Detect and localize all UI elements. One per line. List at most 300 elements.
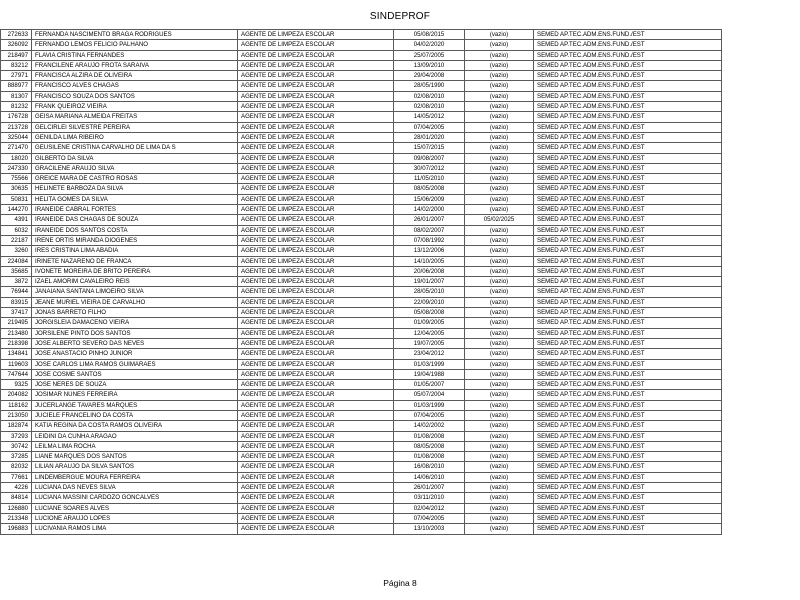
job-title-cell: AGENTE DE LIMPEZA ESCOLAR — [238, 359, 394, 369]
table-row — [1, 122, 722, 132]
department-cell: SEMED AP.TEC.ADM.ENS.FUND./EST — [534, 421, 722, 431]
department-cell: SEMED AP.TEC.ADM.ENS.FUND./EST — [534, 266, 722, 276]
job-title-cell: AGENTE DE LIMPEZA ESCOLAR — [238, 235, 394, 245]
table-row — [1, 91, 722, 101]
job-title-cell: AGENTE DE LIMPEZA ESCOLAR — [238, 215, 394, 225]
admission-date-cell: 22/09/2010 — [394, 297, 465, 307]
department-cell: SEMED AP.TEC.ADM.ENS.FUND./EST — [534, 215, 722, 225]
job-title-cell: AGENTE DE LIMPEZA ESCOLAR — [238, 266, 394, 276]
end-date-cell: (vazio) — [465, 50, 534, 60]
job-title-cell: AGENTE DE LIMPEZA ESCOLAR — [238, 328, 394, 338]
admission-date-cell: 05/07/2004 — [394, 390, 465, 400]
end-date-cell: (vazio) — [465, 297, 534, 307]
admission-date-cell: 15/06/2009 — [394, 194, 465, 204]
admission-date-cell: 08/02/2007 — [394, 225, 465, 235]
end-date-cell: (vazio) — [465, 81, 534, 91]
job-title-cell: AGENTE DE LIMPEZA ESCOLAR — [238, 493, 394, 503]
job-title-cell: AGENTE DE LIMPEZA ESCOLAR — [238, 71, 394, 81]
admission-date-cell: 01/08/2008 — [394, 452, 465, 462]
registration-cell: 219495 — [1, 318, 32, 328]
registration-cell: 3872 — [1, 277, 32, 287]
table-row — [1, 338, 722, 348]
name-cell: FRANK QUEIROZ VIEIRA — [32, 102, 238, 112]
admission-date-cell: 28/05/1990 — [394, 81, 465, 91]
admission-date-cell: 05/08/2008 — [394, 308, 465, 318]
name-cell: KATIA REGINA DA COSTA RAMOS OLIVEIRA — [32, 421, 238, 431]
registration-cell: 76944 — [1, 287, 32, 297]
end-date-cell: (vazio) — [465, 112, 534, 122]
department-cell: SEMED AP.TEC.ADM.ENS.FUND./EST — [534, 441, 722, 451]
table-row — [1, 256, 722, 266]
end-date-cell: (vazio) — [465, 205, 534, 215]
job-title-cell: AGENTE DE LIMPEZA ESCOLAR — [238, 308, 394, 318]
job-title-cell: AGENTE DE LIMPEZA ESCOLAR — [238, 225, 394, 235]
job-title-cell: AGENTE DE LIMPEZA ESCOLAR — [238, 369, 394, 379]
table-row — [1, 287, 722, 297]
admission-date-cell: 07/04/2005 — [394, 513, 465, 523]
job-title-cell: AGENTE DE LIMPEZA ESCOLAR — [238, 81, 394, 91]
table-row — [1, 431, 722, 441]
job-title-cell: AGENTE DE LIMPEZA ESCOLAR — [238, 246, 394, 256]
department-cell: SEMED AP.TEC.ADM.ENS.FUND./EST — [534, 390, 722, 400]
department-cell: SEMED AP.TEC.ADM.ENS.FUND./EST — [534, 308, 722, 318]
registration-cell: 213348 — [1, 513, 32, 523]
registration-cell: 27971 — [1, 71, 32, 81]
registration-cell: 271470 — [1, 143, 32, 153]
department-cell: SEMED AP.TEC.ADM.ENS.FUND./EST — [534, 102, 722, 112]
table-row — [1, 524, 722, 534]
name-cell: JOSE ALBERTO SEVERO DAS NEVES — [32, 338, 238, 348]
admission-date-cell: 14/10/2005 — [394, 256, 465, 266]
name-cell: JOSIMAR NUNES FERREIRA — [32, 390, 238, 400]
job-title-cell: AGENTE DE LIMPEZA ESCOLAR — [238, 503, 394, 513]
end-date-cell: (vazio) — [465, 328, 534, 338]
job-title-cell: AGENTE DE LIMPEZA ESCOLAR — [238, 380, 394, 390]
end-date-cell: (vazio) — [465, 421, 534, 431]
job-title-cell: AGENTE DE LIMPEZA ESCOLAR — [238, 338, 394, 348]
admission-date-cell: 08/05/2008 — [394, 441, 465, 451]
name-cell: JANAIANA SANTANA LIMOEIRO SILVA — [32, 287, 238, 297]
department-cell: SEMED AP.TEC.ADM.ENS.FUND./EST — [534, 287, 722, 297]
registration-cell: 50831 — [1, 194, 32, 204]
registration-cell: 81232 — [1, 102, 32, 112]
department-cell: SEMED AP.TEC.ADM.ENS.FUND./EST — [534, 60, 722, 70]
registration-cell: 30635 — [1, 184, 32, 194]
name-cell: LILIAN ARAUJO DA SILVA SANTOS — [32, 462, 238, 472]
admission-date-cell: 26/01/2007 — [394, 483, 465, 493]
end-date-cell: (vazio) — [465, 483, 534, 493]
table-row — [1, 513, 722, 523]
page-title: SINDEPROF — [369, 11, 431, 22]
end-date-cell: (vazio) — [465, 153, 534, 163]
department-cell: SEMED AP.TEC.ADM.ENS.FUND./EST — [534, 225, 722, 235]
name-cell: JORSILENE PINTO DOS SANTOS — [32, 328, 238, 338]
end-date-cell: (vazio) — [465, 390, 534, 400]
job-title-cell: AGENTE DE LIMPEZA ESCOLAR — [238, 452, 394, 462]
name-cell: FRANCISCO SOUZA DOS SANTOS — [32, 91, 238, 101]
table-row — [1, 441, 722, 451]
end-date-cell: (vazio) — [465, 122, 534, 132]
registration-cell: 6032 — [1, 225, 32, 235]
name-cell: LUCIONE ARAUJO LOPES — [32, 513, 238, 523]
registration-cell: 134841 — [1, 349, 32, 359]
table-row — [1, 246, 722, 256]
department-cell: SEMED AP.TEC.ADM.ENS.FUND./EST — [534, 503, 722, 513]
admission-date-cell: 01/09/2005 — [394, 318, 465, 328]
end-date-cell: (vazio) — [465, 380, 534, 390]
job-title-cell: AGENTE DE LIMPEZA ESCOLAR — [238, 256, 394, 266]
end-date-cell: (vazio) — [465, 493, 534, 503]
admission-date-cell: 19/07/2005 — [394, 338, 465, 348]
admission-date-cell: 07/04/2005 — [394, 410, 465, 420]
registration-cell: 83212 — [1, 60, 32, 70]
table-row — [1, 112, 722, 122]
name-cell: JEANE MURIEL VIEIRA DE CARVALHO — [32, 297, 238, 307]
registration-cell: 213050 — [1, 410, 32, 420]
admission-date-cell: 03/11/2010 — [394, 493, 465, 503]
department-cell: SEMED AP.TEC.ADM.ENS.FUND./EST — [534, 431, 722, 441]
department-cell: SEMED AP.TEC.ADM.ENS.FUND./EST — [534, 452, 722, 462]
table-row — [1, 359, 722, 369]
job-title-cell: AGENTE DE LIMPEZA ESCOLAR — [238, 102, 394, 112]
department-cell: SEMED AP.TEC.ADM.ENS.FUND./EST — [534, 122, 722, 132]
registration-cell: 119603 — [1, 359, 32, 369]
job-title-cell: AGENTE DE LIMPEZA ESCOLAR — [238, 410, 394, 420]
table-row — [1, 50, 722, 60]
admission-date-cell: 13/09/2010 — [394, 60, 465, 70]
table-row — [1, 369, 722, 379]
job-title-cell: AGENTE DE LIMPEZA ESCOLAR — [238, 441, 394, 451]
table-row — [1, 30, 722, 40]
end-date-cell: (vazio) — [465, 102, 534, 112]
name-cell: GENILDA LIMA RIBEIRO — [32, 132, 238, 142]
registration-cell: 4391 — [1, 215, 32, 225]
end-date-cell: (vazio) — [465, 277, 534, 287]
table-row — [1, 194, 722, 204]
admission-date-cell: 04/02/2020 — [394, 40, 465, 50]
name-cell: IRENE ORTIS MIRANDA DIOGENES — [32, 235, 238, 245]
table-row — [1, 60, 722, 70]
department-cell: SEMED AP.TEC.ADM.ENS.FUND./EST — [534, 410, 722, 420]
admission-date-cell: 30/07/2012 — [394, 163, 465, 173]
admission-date-cell: 19/04/1988 — [394, 369, 465, 379]
name-cell: JOSE NERES DE SOUZA — [32, 380, 238, 390]
end-date-cell: (vazio) — [465, 441, 534, 451]
name-cell: LEIDINI DA CUNHA ARAGAO — [32, 431, 238, 441]
name-cell: JONAS BARRETO FILHO — [32, 308, 238, 318]
registration-cell: 247330 — [1, 163, 32, 173]
name-cell: JOSE COSME SANTOS — [32, 369, 238, 379]
registration-cell: 37285 — [1, 452, 32, 462]
table-row — [1, 184, 722, 194]
registration-cell: 213728 — [1, 122, 32, 132]
table-row — [1, 71, 722, 81]
job-title-cell: AGENTE DE LIMPEZA ESCOLAR — [238, 91, 394, 101]
registration-cell: 176728 — [1, 112, 32, 122]
end-date-cell: (vazio) — [465, 30, 534, 40]
end-date-cell: (vazio) — [465, 452, 534, 462]
job-title-cell: AGENTE DE LIMPEZA ESCOLAR — [238, 132, 394, 142]
end-date-cell: (vazio) — [465, 225, 534, 235]
admission-date-cell: 01/03/1999 — [394, 400, 465, 410]
registration-cell: 22187 — [1, 235, 32, 245]
name-cell: FERNANDA NASCIMENTO BRAGA RODRIGUES — [32, 30, 238, 40]
registration-cell: 272633 — [1, 30, 32, 40]
admission-date-cell: 05/08/2015 — [394, 30, 465, 40]
name-cell: IRANEIDE CABRAL FORTES — [32, 205, 238, 215]
name-cell: GELCIRLEI SILVESTRE PEREIRA — [32, 122, 238, 132]
registration-cell: 218497 — [1, 50, 32, 60]
department-cell: SEMED AP.TEC.ADM.ENS.FUND./EST — [534, 256, 722, 266]
job-title-cell: AGENTE DE LIMPEZA ESCOLAR — [238, 122, 394, 132]
job-title-cell: AGENTE DE LIMPEZA ESCOLAR — [238, 483, 394, 493]
name-cell: IRANEIDE DOS SANTOS COSTA — [32, 225, 238, 235]
job-title-cell: AGENTE DE LIMPEZA ESCOLAR — [238, 472, 394, 482]
job-title-cell: AGENTE DE LIMPEZA ESCOLAR — [238, 318, 394, 328]
registration-cell: 118162 — [1, 400, 32, 410]
department-cell: SEMED AP.TEC.ADM.ENS.FUND./EST — [534, 205, 722, 215]
admission-date-cell: 09/08/2007 — [394, 153, 465, 163]
name-cell: JORGISLEIA DAMACENO VIEIRA — [32, 318, 238, 328]
registration-cell: 18020 — [1, 153, 32, 163]
name-cell: JUCIELE FRANCELINO DA COSTA — [32, 410, 238, 420]
job-title-cell: AGENTE DE LIMPEZA ESCOLAR — [238, 287, 394, 297]
table-row — [1, 400, 722, 410]
employee-table-body — [1, 30, 722, 535]
admission-date-cell: 29/04/2008 — [394, 71, 465, 81]
admission-date-cell: 02/08/2010 — [394, 91, 465, 101]
table-row — [1, 318, 722, 328]
job-title-cell: AGENTE DE LIMPEZA ESCOLAR — [238, 112, 394, 122]
admission-date-cell: 07/08/1992 — [394, 235, 465, 245]
job-title-cell: AGENTE DE LIMPEZA ESCOLAR — [238, 400, 394, 410]
end-date-cell: (vazio) — [465, 60, 534, 70]
admission-date-cell: 01/08/2008 — [394, 431, 465, 441]
registration-cell: 747644 — [1, 369, 32, 379]
admission-date-cell: 11/05/2010 — [394, 174, 465, 184]
end-date-cell: (vazio) — [465, 349, 534, 359]
job-title-cell: AGENTE DE LIMPEZA ESCOLAR — [238, 153, 394, 163]
admission-date-cell: 28/05/2010 — [394, 287, 465, 297]
end-date-cell: (vazio) — [465, 524, 534, 534]
end-date-cell: (vazio) — [465, 143, 534, 153]
job-title-cell: AGENTE DE LIMPEZA ESCOLAR — [238, 277, 394, 287]
table-row — [1, 163, 722, 173]
end-date-cell: (vazio) — [465, 235, 534, 245]
department-cell: SEMED AP.TEC.ADM.ENS.FUND./EST — [534, 143, 722, 153]
department-cell: SEMED AP.TEC.ADM.ENS.FUND./EST — [534, 349, 722, 359]
name-cell: LUCIANA DAS NEVES SILVA — [32, 483, 238, 493]
end-date-cell: 05/02/2025 — [465, 215, 534, 225]
name-cell: FRANCILENE ARAUJO FROTA SARAIVA — [32, 60, 238, 70]
end-date-cell: (vazio) — [465, 287, 534, 297]
job-title-cell: AGENTE DE LIMPEZA ESCOLAR — [238, 60, 394, 70]
admission-date-cell: 13/12/2006 — [394, 246, 465, 256]
registration-cell: 30742 — [1, 441, 32, 451]
table-row — [1, 132, 722, 142]
table-row — [1, 102, 722, 112]
registration-cell: 37293 — [1, 431, 32, 441]
name-cell: IRES CRISTINA LIMA ABADIA — [32, 246, 238, 256]
job-title-cell: AGENTE DE LIMPEZA ESCOLAR — [238, 524, 394, 534]
end-date-cell: (vazio) — [465, 513, 534, 523]
department-cell: SEMED AP.TEC.ADM.ENS.FUND./EST — [534, 153, 722, 163]
registration-cell: 224084 — [1, 256, 32, 266]
end-date-cell: (vazio) — [465, 163, 534, 173]
end-date-cell: (vazio) — [465, 91, 534, 101]
registration-cell: 126880 — [1, 503, 32, 513]
table-row — [1, 483, 722, 493]
registration-cell: 325044 — [1, 132, 32, 142]
name-cell: JOSE ANASTACIO PINHO JUNIOR — [32, 349, 238, 359]
name-cell: LIANE MARQUES DOS SANTOS — [32, 452, 238, 462]
department-cell: SEMED AP.TEC.ADM.ENS.FUND./EST — [534, 277, 722, 287]
registration-cell: 326092 — [1, 40, 32, 50]
end-date-cell: (vazio) — [465, 194, 534, 204]
table-row — [1, 225, 722, 235]
admission-date-cell: 14/05/2012 — [394, 112, 465, 122]
admission-date-cell: 14/02/2002 — [394, 421, 465, 431]
end-date-cell: (vazio) — [465, 462, 534, 472]
department-cell: SEMED AP.TEC.ADM.ENS.FUND./EST — [534, 40, 722, 50]
admission-date-cell: 15/07/2015 — [394, 143, 465, 153]
registration-cell: 4226 — [1, 483, 32, 493]
table-row — [1, 266, 722, 276]
name-cell: LINDEMBERGUE MOURA FERREIRA — [32, 472, 238, 482]
registration-cell: 83915 — [1, 297, 32, 307]
registration-cell: 144270 — [1, 205, 32, 215]
department-cell: SEMED AP.TEC.ADM.ENS.FUND./EST — [534, 235, 722, 245]
name-cell: FRANCISCO ALVES CHAGAS — [32, 81, 238, 91]
admission-date-cell: 02/04/2012 — [394, 503, 465, 513]
department-cell: SEMED AP.TEC.ADM.ENS.FUND./EST — [534, 462, 722, 472]
table-row — [1, 205, 722, 215]
name-cell: GREICE MARA DE CASTRO ROSAS — [32, 174, 238, 184]
name-cell: GEUSILENE CRISTINA CARVALHO DE LIMA DA S — [32, 143, 238, 153]
department-cell: SEMED AP.TEC.ADM.ENS.FUND./EST — [534, 81, 722, 91]
employee-table — [0, 29, 722, 535]
page-number: Página 8 — [383, 578, 417, 588]
registration-cell: 84814 — [1, 493, 32, 503]
name-cell: LUCIANA MASSINI CARDOZO GONCALVES — [32, 493, 238, 503]
registration-cell: 182874 — [1, 421, 32, 431]
department-cell: SEMED AP.TEC.ADM.ENS.FUND./EST — [534, 132, 722, 142]
registration-cell: 82032 — [1, 462, 32, 472]
admission-date-cell: 25/07/2005 — [394, 50, 465, 60]
admission-date-cell: 01/05/2007 — [394, 380, 465, 390]
table-row — [1, 277, 722, 287]
name-cell: GRACILENE ARAUJO SILVA — [32, 163, 238, 173]
table-row — [1, 153, 722, 163]
end-date-cell: (vazio) — [465, 132, 534, 142]
job-title-cell: AGENTE DE LIMPEZA ESCOLAR — [238, 390, 394, 400]
name-cell: LEILMA LIMA ROCHA — [32, 441, 238, 451]
table-row — [1, 452, 722, 462]
registration-cell: 81307 — [1, 91, 32, 101]
table-row — [1, 40, 722, 50]
department-cell: SEMED AP.TEC.ADM.ENS.FUND./EST — [534, 338, 722, 348]
department-cell: SEMED AP.TEC.ADM.ENS.FUND./EST — [534, 184, 722, 194]
job-title-cell: AGENTE DE LIMPEZA ESCOLAR — [238, 462, 394, 472]
job-title-cell: AGENTE DE LIMPEZA ESCOLAR — [238, 40, 394, 50]
department-cell: SEMED AP.TEC.ADM.ENS.FUND./EST — [534, 359, 722, 369]
job-title-cell: AGENTE DE LIMPEZA ESCOLAR — [238, 205, 394, 215]
table-row — [1, 410, 722, 420]
job-title-cell: AGENTE DE LIMPEZA ESCOLAR — [238, 431, 394, 441]
job-title-cell: AGENTE DE LIMPEZA ESCOLAR — [238, 50, 394, 60]
department-cell: SEMED AP.TEC.ADM.ENS.FUND./EST — [534, 50, 722, 60]
department-cell: SEMED AP.TEC.ADM.ENS.FUND./EST — [534, 246, 722, 256]
table-row — [1, 308, 722, 318]
job-title-cell: AGENTE DE LIMPEZA ESCOLAR — [238, 143, 394, 153]
admission-date-cell: 19/01/2007 — [394, 277, 465, 287]
name-cell: FRANCISCA ALZIRA DE OLIVEIRA — [32, 71, 238, 81]
admission-date-cell: 13/10/2003 — [394, 524, 465, 534]
name-cell: JOSE CARLOS LIMA RAMOS GUIMARAES — [32, 359, 238, 369]
admission-date-cell: 20/06/2008 — [394, 266, 465, 276]
department-cell: SEMED AP.TEC.ADM.ENS.FUND./EST — [534, 328, 722, 338]
end-date-cell: (vazio) — [465, 266, 534, 276]
name-cell: IZAEL AMORIM CAVALEIRO REIS — [32, 277, 238, 287]
department-cell: SEMED AP.TEC.ADM.ENS.FUND./EST — [534, 472, 722, 482]
table-row — [1, 215, 722, 225]
admission-date-cell: 12/04/2005 — [394, 328, 465, 338]
end-date-cell: (vazio) — [465, 184, 534, 194]
name-cell: FERNANDO LEMOS FELICIO PALHANO — [32, 40, 238, 50]
admission-date-cell: 07/04/2005 — [394, 122, 465, 132]
name-cell: GILBERTO DA SILVA — [32, 153, 238, 163]
department-cell: SEMED AP.TEC.ADM.ENS.FUND./EST — [534, 369, 722, 379]
department-cell: SEMED AP.TEC.ADM.ENS.FUND./EST — [534, 380, 722, 390]
admission-date-cell: 02/08/2010 — [394, 102, 465, 112]
registration-cell: 75566 — [1, 174, 32, 184]
department-cell: SEMED AP.TEC.ADM.ENS.FUND./EST — [534, 493, 722, 503]
registration-cell: 218398 — [1, 338, 32, 348]
department-cell: SEMED AP.TEC.ADM.ENS.FUND./EST — [534, 483, 722, 493]
admission-date-cell: 28/01/2020 — [394, 132, 465, 142]
admission-date-cell: 08/05/2008 — [394, 184, 465, 194]
job-title-cell: AGENTE DE LIMPEZA ESCOLAR — [238, 513, 394, 523]
admission-date-cell: 16/08/2010 — [394, 462, 465, 472]
registration-cell: 196883 — [1, 524, 32, 534]
job-title-cell: AGENTE DE LIMPEZA ESCOLAR — [238, 194, 394, 204]
name-cell: IRINETE NAZARENO DE FRANCA — [32, 256, 238, 266]
department-cell: SEMED AP.TEC.ADM.ENS.FUND./EST — [534, 194, 722, 204]
registration-cell: 213480 — [1, 328, 32, 338]
registration-cell: 9325 — [1, 380, 32, 390]
admission-date-cell: 26/01/2007 — [394, 215, 465, 225]
table-row — [1, 143, 722, 153]
name-cell: HELITA GOMES DA SILVA — [32, 194, 238, 204]
job-title-cell: AGENTE DE LIMPEZA ESCOLAR — [238, 297, 394, 307]
job-title-cell: AGENTE DE LIMPEZA ESCOLAR — [238, 30, 394, 40]
table-row — [1, 390, 722, 400]
end-date-cell: (vazio) — [465, 410, 534, 420]
admission-date-cell: 14/02/2000 — [394, 205, 465, 215]
end-date-cell: (vazio) — [465, 40, 534, 50]
registration-cell: 204082 — [1, 390, 32, 400]
job-title-cell: AGENTE DE LIMPEZA ESCOLAR — [238, 174, 394, 184]
admission-date-cell: 14/06/2010 — [394, 472, 465, 482]
end-date-cell: (vazio) — [465, 338, 534, 348]
registration-cell: 77661 — [1, 472, 32, 482]
department-cell: SEMED AP.TEC.ADM.ENS.FUND./EST — [534, 513, 722, 523]
name-cell: GEISA MARIANA ALMEIDA FREITAS — [32, 112, 238, 122]
job-title-cell: AGENTE DE LIMPEZA ESCOLAR — [238, 184, 394, 194]
job-title-cell: AGENTE DE LIMPEZA ESCOLAR — [238, 163, 394, 173]
registration-cell: 3260 — [1, 246, 32, 256]
registration-cell: 888977 — [1, 81, 32, 91]
